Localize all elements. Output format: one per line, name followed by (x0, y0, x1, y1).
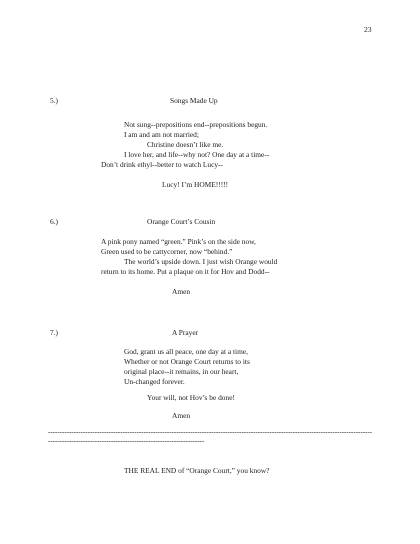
section-number: 7.) (50, 328, 59, 337)
page-number: 23 (364, 25, 372, 34)
poem-line: Your will, not Hov’s be done! (147, 393, 235, 402)
section-title: Songs Made Up (170, 96, 218, 105)
poem-line: original place--it remains, in our heart, (124, 367, 239, 376)
section-number: 6.) (50, 217, 59, 226)
poem-line: God, grant us all peace, one day at a time, (124, 347, 248, 356)
poem-line: Don’t drink ethyl--better to watch Lucy-- (101, 160, 223, 169)
closing-line: THE REAL END of “Orange Court,” you know? (124, 466, 270, 475)
poem-line: The world’s upside down. I just wish Orange would (124, 257, 278, 266)
poem-line: Not sung--prepositions end--prepositions begun. (124, 120, 268, 129)
poem-line: Amen (172, 287, 191, 296)
dashed-divider: -------------------------------------------------------------------------------------------------------------------------------------------------------------------------------------------------------------- (48, 428, 373, 445)
section-number: 5.) (50, 96, 59, 105)
section-title: A Prayer (172, 328, 199, 337)
poem-line: Un-changed forever. (124, 377, 185, 386)
poem-line: Amen (172, 411, 191, 420)
poem-line: Lucy! I’m HOME!!!!! (162, 180, 229, 189)
poem-line: A pink pony named “green.” Pink’s on the side now, (101, 237, 256, 246)
poem-line: Christine doesn’t like me. (147, 140, 224, 149)
poem-line: I love her, and life--why not? One day at a time-- (124, 150, 270, 159)
poem-line: return to its home. Put a plaque on it for Hov and Dodd-- (101, 267, 270, 276)
poem-line: I am and am not married; (124, 130, 199, 139)
poem-line: Green used to be cattycorner, now “behind.” (101, 247, 233, 256)
section-title: Orange Court’s Cousin (147, 217, 216, 226)
poem-line: Whether or not Orange Court returns to its (124, 357, 250, 366)
